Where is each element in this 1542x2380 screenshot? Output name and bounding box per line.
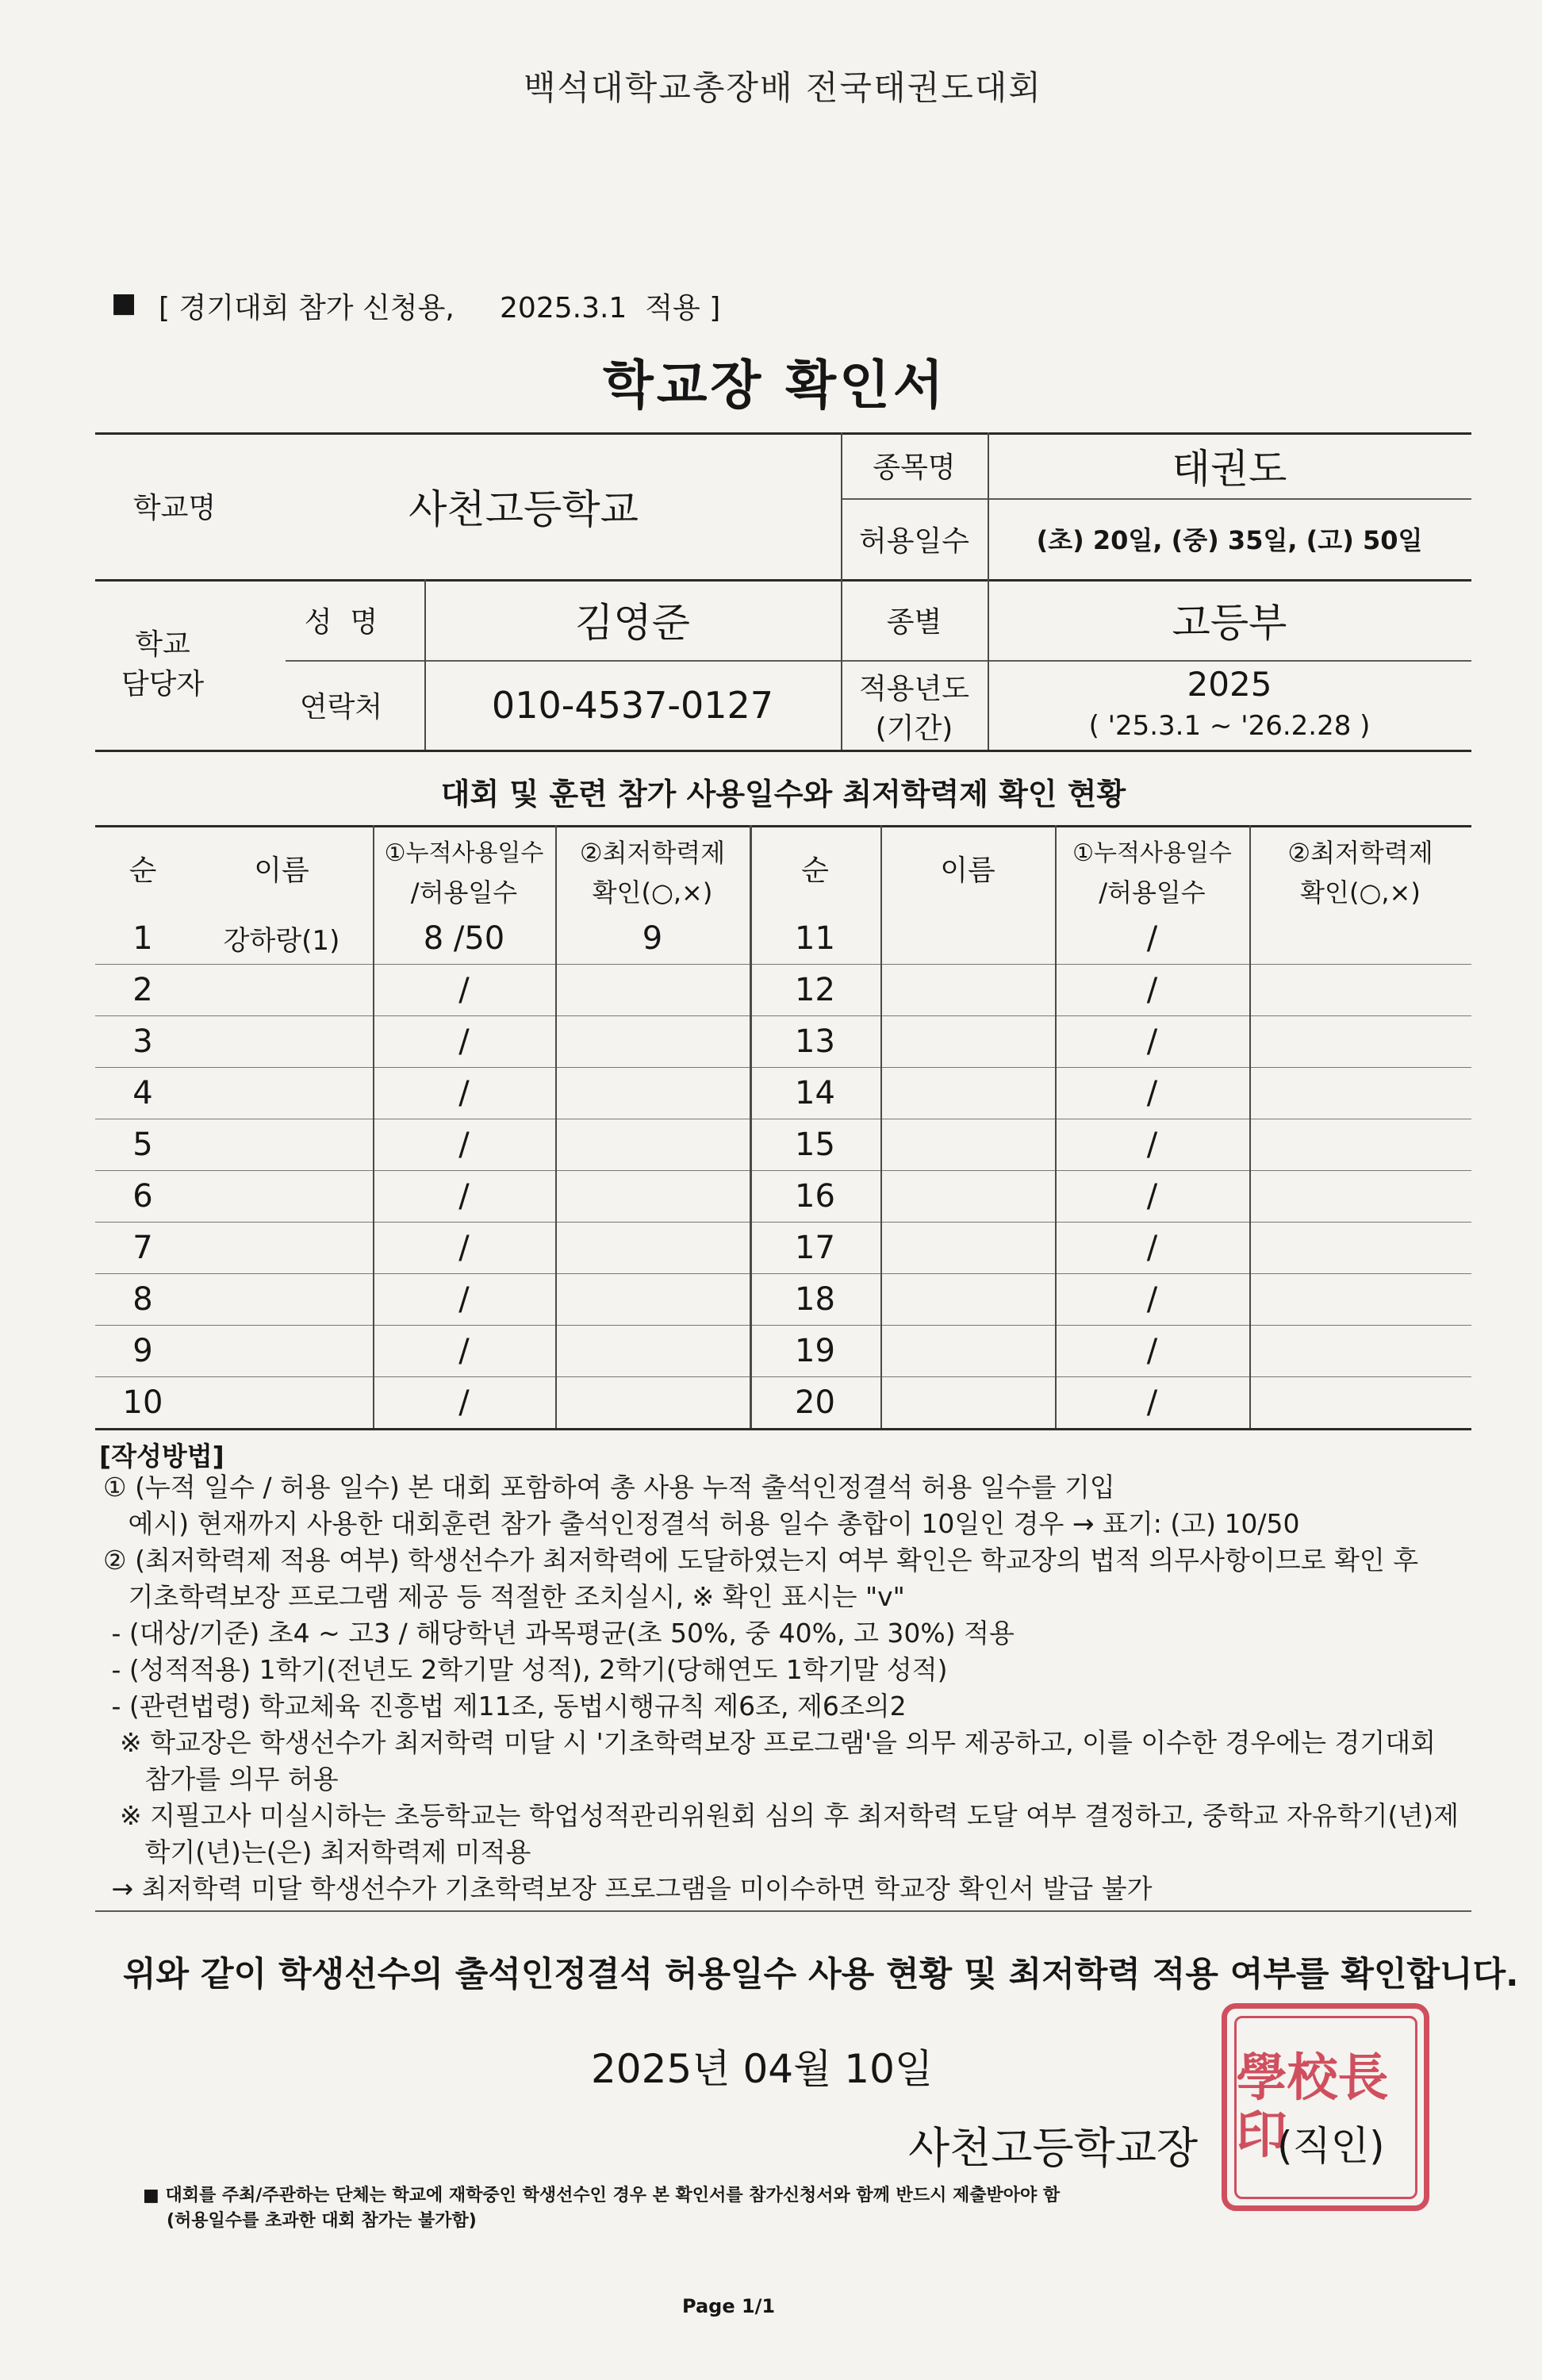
- row-check-15: [1249, 1119, 1471, 1170]
- row-check-17: [1249, 1222, 1471, 1273]
- note-line-1: ① (누적 일수 / 허용 일수) 본 대회 포함하여 총 사용 누적 출석인정결석 허용 일수를 기입: [103, 1472, 1115, 1503]
- signer-name: 사천고등학교장: [908, 2123, 1199, 2173]
- row-check-19: [1249, 1325, 1471, 1376]
- row-number-17: 17: [795, 1229, 835, 1266]
- sport-label: 종목명: [873, 451, 956, 484]
- col-header-check-left-1: ②최저학력제: [579, 838, 726, 868]
- row-name-15: [880, 1119, 1055, 1170]
- year-label: 적용년도: [858, 673, 970, 705]
- row-check-8: [555, 1273, 750, 1325]
- row-check-3: [555, 1015, 750, 1067]
- row-name-16: [880, 1170, 1055, 1222]
- row-days-11: /: [1146, 919, 1158, 957]
- row-name-9: [190, 1325, 373, 1376]
- note-line-3: ② (최저학력제 적용 여부) 학생선수가 최저학력에 도달하였는지 여부 확인은 학교장의 법적 의무사항이므로 확인 후: [103, 1545, 1419, 1576]
- row-name-7: [190, 1222, 373, 1273]
- row-check-5: [555, 1119, 750, 1170]
- row-number-9: 9: [132, 1332, 153, 1369]
- row-name-17: [880, 1222, 1055, 1273]
- row-check-18: [1249, 1273, 1471, 1325]
- bullet-icon: ■: [111, 287, 137, 319]
- seal-glyphs: 學校長印: [1234, 2016, 1417, 2199]
- col-header-check-right-1: ②최저학력제: [1287, 838, 1433, 868]
- allowed-days-value: (초) 20일, (중) 35일, (고) 50일: [1036, 525, 1423, 555]
- row-days-13: /: [1146, 1023, 1158, 1060]
- row-number-18: 18: [795, 1280, 835, 1318]
- row-number-1: 1: [132, 919, 153, 957]
- row-days-20: /: [1146, 1384, 1158, 1421]
- col-header-days-right-1: ①누적사용일수: [1072, 839, 1232, 867]
- row-check-2: [555, 964, 750, 1015]
- note-line-5: - (대상/기준) 초4 ~ 고3 / 해당학년 과목평균(초 50%, 중 40%, 고 30%) 적용: [103, 1618, 1015, 1649]
- row-name-3: [190, 1015, 373, 1067]
- footer-note-1: ■ 대회를 주최/주관하는 단체는 학교에 재학중인 학생선수인 경우 본 확인서를 참가신청서와 함께 반드시 제출받아야 함: [143, 2186, 1061, 2205]
- row-name-12: [880, 964, 1055, 1015]
- row-days-12: /: [1146, 971, 1158, 1008]
- row-number-13: 13: [795, 1023, 835, 1060]
- row-days-18: /: [1146, 1280, 1158, 1318]
- page-number: Page 1/1: [682, 2295, 776, 2317]
- row-name-5: [190, 1119, 373, 1170]
- row-days-1: 8 /50: [423, 919, 505, 957]
- col-header-days-right-2: /허용일수: [1099, 877, 1206, 908]
- note-line-8: ※ 학교장은 학생선수가 최저학력 미달 시 '기초학력보장 프로그램'을 의무 제공하고, 이를 이수한 경우에는 경기대회: [103, 1727, 1437, 1758]
- row-check-11: [1249, 912, 1471, 964]
- row-number-15: 15: [795, 1126, 835, 1163]
- row-days-4: /: [458, 1074, 470, 1111]
- row-name-18: [880, 1273, 1055, 1325]
- year-value: 2025: [1187, 665, 1272, 704]
- note-line-9: 참가를 의무 허용: [103, 1764, 339, 1795]
- school-value: 사천고등학교: [409, 486, 639, 532]
- row-number-14: 14: [795, 1074, 835, 1111]
- contact-name-value: 김영준: [575, 600, 690, 646]
- notes-heading: [작성방법]: [99, 1441, 224, 1472]
- note-line-4: 기초학력보장 프로그램 제공 등 적절한 조치실시, ※ 확인 표시는 "v": [103, 1581, 905, 1612]
- document-title: 학교장 확인서: [603, 355, 947, 416]
- contact-phone-value: 010-4537-0127: [491, 683, 774, 727]
- row-days-2: /: [458, 971, 470, 1008]
- row-name-8: [190, 1273, 373, 1325]
- row-days-3: /: [458, 1023, 470, 1060]
- row-number-6: 6: [132, 1177, 153, 1215]
- seal-label: (직인): [1277, 2123, 1385, 2169]
- row-name-14: [880, 1067, 1055, 1119]
- row-days-15: /: [1146, 1126, 1158, 1163]
- row-name-11: [880, 912, 1055, 964]
- row-number-4: 4: [132, 1074, 153, 1111]
- row-name-13: [880, 1015, 1055, 1067]
- period-value: ( '25.3.1 ~ '26.2.28 ): [1088, 710, 1371, 742]
- note-line-10: ※ 지필고사 미실시하는 초등학교는 학업성적관리위원회 심의 후 최저학력 도달 여부 결정하고, 중학교 자유학기(년)제: [103, 1800, 1460, 1831]
- row-name-1: 강하랑(1): [223, 925, 340, 957]
- official-seal-icon: [1222, 2003, 1429, 2211]
- row-check-7: [555, 1222, 750, 1273]
- row-check-13: [1249, 1015, 1471, 1067]
- row-name-19: [880, 1325, 1055, 1376]
- contact-label: 학교 담당자: [121, 628, 205, 701]
- row-number-12: 12: [795, 971, 835, 1008]
- note-line-7: - (관련법령) 학교체육 진흥법 제11조, 동법시행규칙 제6조, 제6조의2: [103, 1691, 907, 1722]
- row-name-4: [190, 1067, 373, 1119]
- allowed-days-label: 허용일수: [858, 524, 970, 558]
- row-days-17: /: [1146, 1229, 1158, 1266]
- division-value: 고등부: [1172, 600, 1287, 646]
- row-days-7: /: [458, 1229, 470, 1266]
- row-check-12: [1249, 964, 1471, 1015]
- sport-value: 태권도: [1172, 445, 1287, 492]
- row-number-11: 11: [795, 919, 835, 957]
- footer-note-2: (허용일수를 초과한 대회 참가는 불가함): [167, 2211, 477, 2231]
- row-name-10: [190, 1376, 373, 1428]
- row-check-6: [555, 1170, 750, 1222]
- col-header-check-right-2: 확인(○,×): [1300, 877, 1421, 908]
- row-check-20: [1249, 1376, 1471, 1428]
- col-header-days-left-1: ①누적사용일수: [384, 839, 544, 867]
- row-number-10: 10: [122, 1384, 163, 1421]
- row-days-6: /: [458, 1177, 470, 1215]
- row-name-20: [880, 1376, 1055, 1428]
- row-days-5: /: [458, 1126, 470, 1163]
- note-line-12: → 최저학력 미달 학생선수가 기초학력보장 프로그램을 미이수하면 학교장 확인서 발급 불가: [103, 1873, 1153, 1904]
- issue-date: 2025년 04월 10일: [591, 2046, 934, 2092]
- row-days-10: /: [458, 1384, 470, 1421]
- note-line-2: 예시) 현재까지 사용한 대회훈련 참가 출석인정결석 허용 일수 총합이 10일인 경우 → 표기: (고) 10/50: [103, 1508, 1300, 1539]
- row-number-7: 7: [132, 1229, 153, 1266]
- contact-name-label: 성 명: [304, 605, 378, 639]
- row-check-10: [555, 1376, 750, 1428]
- col-header-no-left: 순: [128, 854, 157, 887]
- row-check-16: [1249, 1170, 1471, 1222]
- row-days-19: /: [1146, 1332, 1158, 1369]
- row-name-2: [190, 964, 373, 1015]
- row-days-16: /: [1146, 1177, 1158, 1215]
- row-number-3: 3: [132, 1023, 153, 1060]
- row-number-16: 16: [795, 1177, 835, 1215]
- col-header-no-right: 순: [801, 854, 829, 887]
- row-check-1: 9: [642, 919, 663, 957]
- col-header-days-left-2: /허용일수: [410, 877, 518, 908]
- row-number-20: 20: [795, 1384, 835, 1421]
- row-number-19: 19: [795, 1332, 835, 1369]
- col-header-name-right: 이름: [940, 854, 995, 887]
- col-header-check-left-2: 확인(○,×): [592, 877, 713, 908]
- school-label: 학교명: [132, 492, 217, 524]
- row-check-14: [1249, 1067, 1471, 1119]
- row-days-8: /: [458, 1280, 470, 1318]
- row-days-9: /: [458, 1332, 470, 1369]
- note-line-11: 학기(년)는(은) 최저학력제 미적용: [103, 1837, 531, 1868]
- note-line-6: - (성적적용) 1학기(전년도 2학기말 성적), 2학기(당해연도 1학기말 성적): [103, 1654, 948, 1685]
- usage-note: [ 경기대회 참가 신청용, 2025.3.1 적용 ]: [159, 292, 721, 324]
- event-title: 백석대학교총장배 전국태권도대회: [524, 68, 1042, 107]
- contact-phone-label: 연락처: [299, 691, 383, 724]
- row-check-4: [555, 1067, 750, 1119]
- col-header-name-left: 이름: [254, 854, 309, 887]
- division-label: 종별: [886, 605, 942, 639]
- period-label: (기간): [875, 712, 953, 745]
- table-title: 대회 및 훈련 참가 사용일수와 최저학력제 확인 현황: [440, 777, 1126, 812]
- row-number-5: 5: [132, 1126, 153, 1163]
- row-number-8: 8: [132, 1280, 153, 1318]
- row-name-6: [190, 1170, 373, 1222]
- row-check-9: [555, 1325, 750, 1376]
- closing-statement: 위와 같이 학생선수의 출석인정결석 허용일수 사용 현황 및 최저학력 적용 여부를 확인합니다.: [123, 1955, 1519, 1994]
- row-number-2: 2: [132, 971, 153, 1008]
- row-days-14: /: [1146, 1074, 1158, 1111]
